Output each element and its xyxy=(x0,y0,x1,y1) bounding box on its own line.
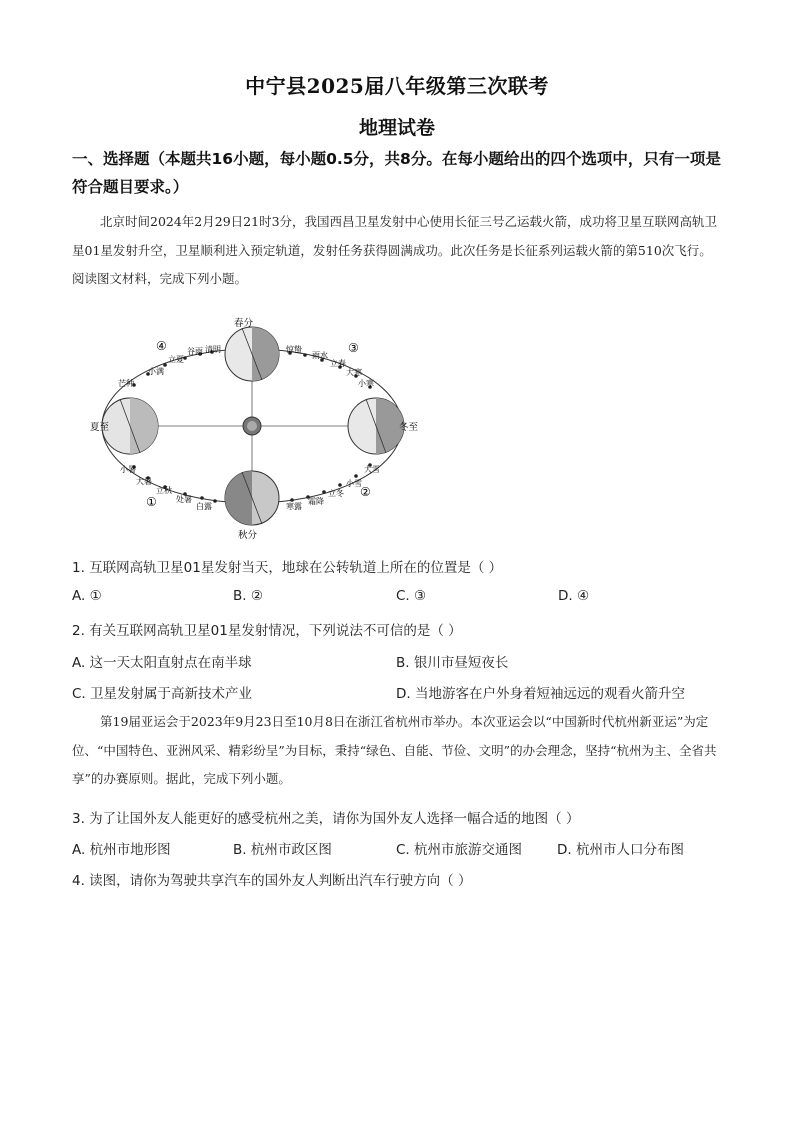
label-guyu: 谷雨 xyxy=(187,347,203,356)
label-qingming: 清明 xyxy=(205,345,221,354)
label-dahan: 大寒 xyxy=(346,368,362,377)
q1-option-a[interactable]: A. ① xyxy=(72,588,102,604)
exam-title: 中宁县2025届八年级第三次联考 xyxy=(245,74,549,98)
earth-qiufen xyxy=(225,471,279,525)
passage-asian-games: 第19届亚运会于2023年9月23日至10月8日在浙江省杭州市举办。本次亚运会以“中国新时代杭州新亚运”为定位、“中国特色、亚洲风采、精彩纷呈”为目标，秉持“绿色、自能、节俭、文明”的办会理念，坚持“杭州为主、全省共享”的办赛原则。据此，完成下列小题。 xyxy=(72,714,717,786)
label-n4: ④ xyxy=(156,339,167,353)
label-qiufen: 秋分 xyxy=(238,530,258,541)
label-n2: ② xyxy=(360,485,371,499)
earth-xiazhi xyxy=(102,398,158,454)
label-lixia: 立夏 xyxy=(168,355,184,364)
label-n1: ① xyxy=(146,495,157,509)
q3-option-b[interactable]: B. 杭州市政区图 xyxy=(233,842,332,858)
q3-option-c[interactable]: C. 杭州市旅游交通图 xyxy=(396,842,523,858)
q2-option-d[interactable]: D. 当地游客在户外身着短袖远远的观看火箭升空 xyxy=(396,686,685,702)
passage-satellite: 北京时间2024年2月29日21时3分，我国西昌卫星发射中心使用长征三号乙运载火箭，成功将卫星互联网高轨卫星01星发射升空，卫星顺利进入预定轨道，发射任务获得圆满成功。此次任务是长征系列运载火箭的第510次飞行。阅读图文材料，完成下列小题。 xyxy=(72,214,718,286)
label-hanlu: 寒露 xyxy=(286,502,302,511)
section-heading: 一、选择题（本题共16小题，每小题0.5分，共8分。在每小题给出的四个选项中，只有一项是符合题目要求。） xyxy=(72,150,721,196)
label-bailu: 白露 xyxy=(196,502,212,511)
label-shuangjiang: 霜降 xyxy=(308,497,324,506)
q3-option-d[interactable]: D. 杭州市人口分布图 xyxy=(557,842,684,858)
label-lichun: 立春 xyxy=(330,359,346,368)
label-jingzhe: 惊蛰 xyxy=(286,345,302,354)
label-chushu: 处暑 xyxy=(176,495,192,504)
label-xiaoxue: 小雪 xyxy=(346,479,362,488)
label-daxue: 大雪 xyxy=(364,465,380,474)
label-n3: ③ xyxy=(348,341,359,355)
question-3-stem: 3. 为了让国外友人能更好的感受杭州之美，请你为国外友人选择一幅合适的地图（ ） xyxy=(72,811,580,827)
label-dongzhi: 冬至 xyxy=(399,422,419,433)
label-xiazhi: 夏至 xyxy=(90,422,110,433)
earth-dongzhi xyxy=(348,398,404,454)
question-2-stem: 2. 有关互联网高轨卫星01星发射情况，下列说法不可信的是（ ） xyxy=(72,623,462,639)
q2-option-b[interactable]: B. 银川市昼短夜长 xyxy=(396,655,509,671)
q2-option-a[interactable]: A. 这一天太阳直射点在南半球 xyxy=(72,655,252,671)
exam-subject: 地理试卷 xyxy=(358,117,435,139)
q1-option-c[interactable]: C. ③ xyxy=(396,588,427,604)
label-mangzhong: 芒种 xyxy=(118,379,134,388)
label-chunfen: 春分 xyxy=(234,318,254,329)
question-1-stem: 1. 互联网高轨卫星01星发射当天，地球在公转轨道上所在的位置是（ ） xyxy=(72,560,503,576)
q1-option-b[interactable]: B. ② xyxy=(233,588,263,604)
label-xiaoshu: 小暑 xyxy=(120,465,136,474)
q2-option-c[interactable]: C. 卫星发射属于高新技术产业 xyxy=(72,686,253,702)
question-4-stem: 4. 读图，请你为驾驶共享汽车的国外友人判断出汽车行驶方向（ ） xyxy=(72,873,472,889)
label-yushui: 雨水 xyxy=(312,351,328,360)
label-xiaohan: 小寒 xyxy=(358,379,374,388)
label-dashu: 大暑 xyxy=(136,477,152,486)
label-liqiu: 立秋 xyxy=(156,486,172,495)
q1-option-d[interactable]: D. ④ xyxy=(558,588,590,604)
earth-chunfen xyxy=(225,327,279,381)
label-lidong: 立冬 xyxy=(328,489,344,498)
earth-orbit-diagram xyxy=(90,312,420,544)
label-xiaoman: 小满 xyxy=(148,367,164,376)
q3-option-a[interactable]: A. 杭州市地形图 xyxy=(72,842,171,858)
